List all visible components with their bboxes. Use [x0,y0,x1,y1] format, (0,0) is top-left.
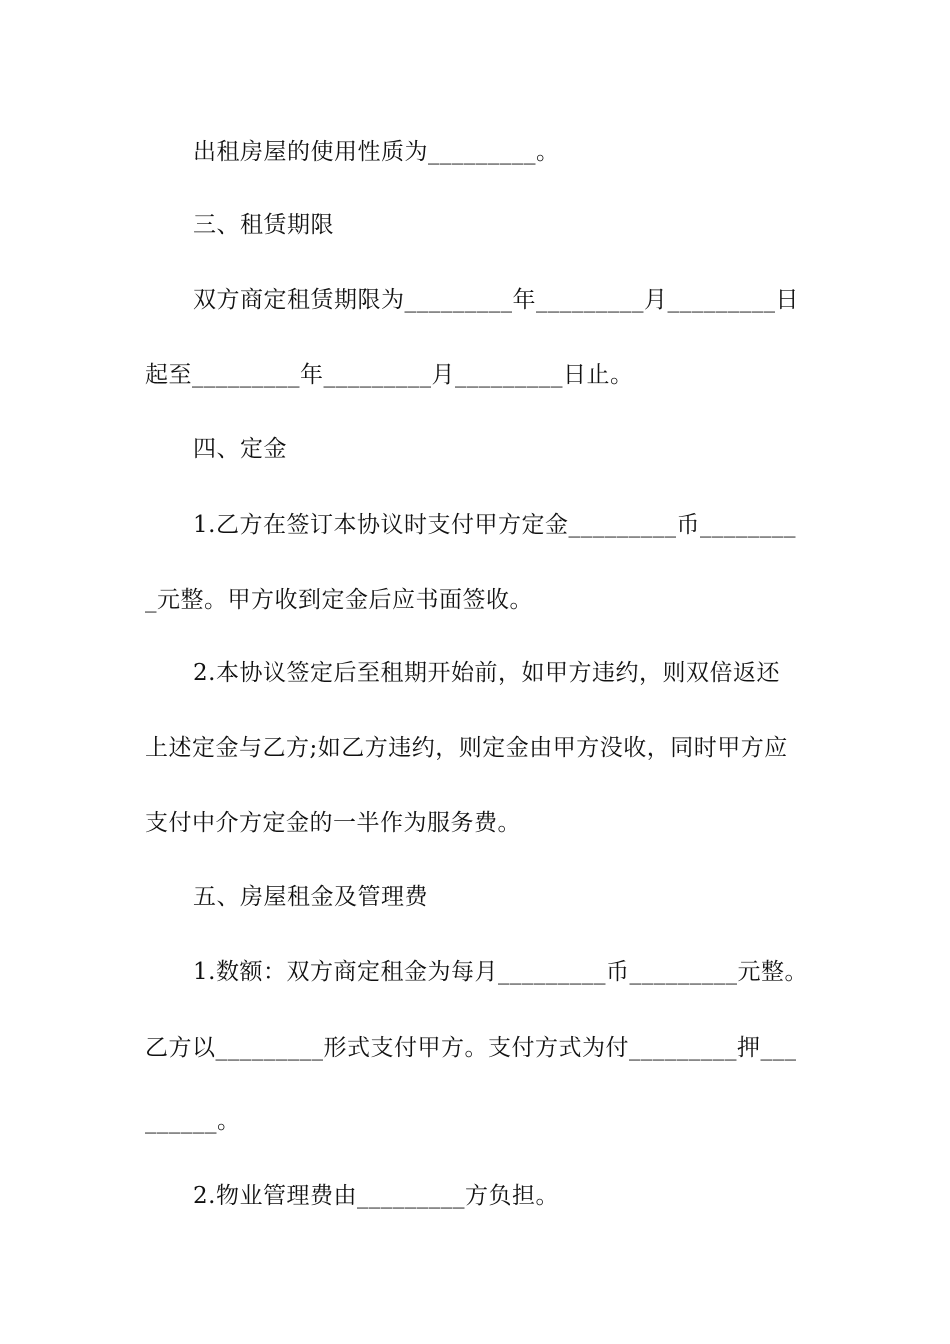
rent-amount-line-2: 乙方以_________形式支付甲方。支付方式为付_________押___ [145,1035,797,1061]
deposit-clause-2-line-3: 支付中介方定金的一半作为服务费。 [145,810,521,836]
lease-term-line-1: 双方商定租赁期限为_________年_________月_________日 [193,287,799,313]
management-fee-line: 2.物业管理费由_________方负担。 [193,1183,559,1209]
rent-amount-line-3: ______。 [145,1108,241,1134]
deposit-clause-2-line-2: 上述定金与乙方;如乙方违约，则定金由甲方没收，同时甲方应 [145,735,788,761]
rent-amount-line-1: 1.数额：双方商定租金为每月_________币_________元整。 [193,959,808,985]
section-heading-deposit: 四、定金 [193,436,287,462]
deposit-clause-2-line-1: 2.本协议签定后至租期开始前，如甲方违约，则双倍返还 [193,660,780,686]
deposit-clause-1-line-2: _元整。甲方收到定金后应书面签收。 [145,587,533,613]
section-heading-rent: 五、房屋租金及管理费 [193,884,428,910]
lease-term-line-2: 起至_________年_________月_________日止。 [145,362,634,388]
deposit-clause-1-line-1: 1.乙方在签订本协议时支付甲方定金_________币________ [193,512,796,538]
section-heading-lease-term: 三、租赁期限 [193,212,334,238]
usage-nature-line: 出租房屋的使用性质为_________。 [193,139,560,165]
